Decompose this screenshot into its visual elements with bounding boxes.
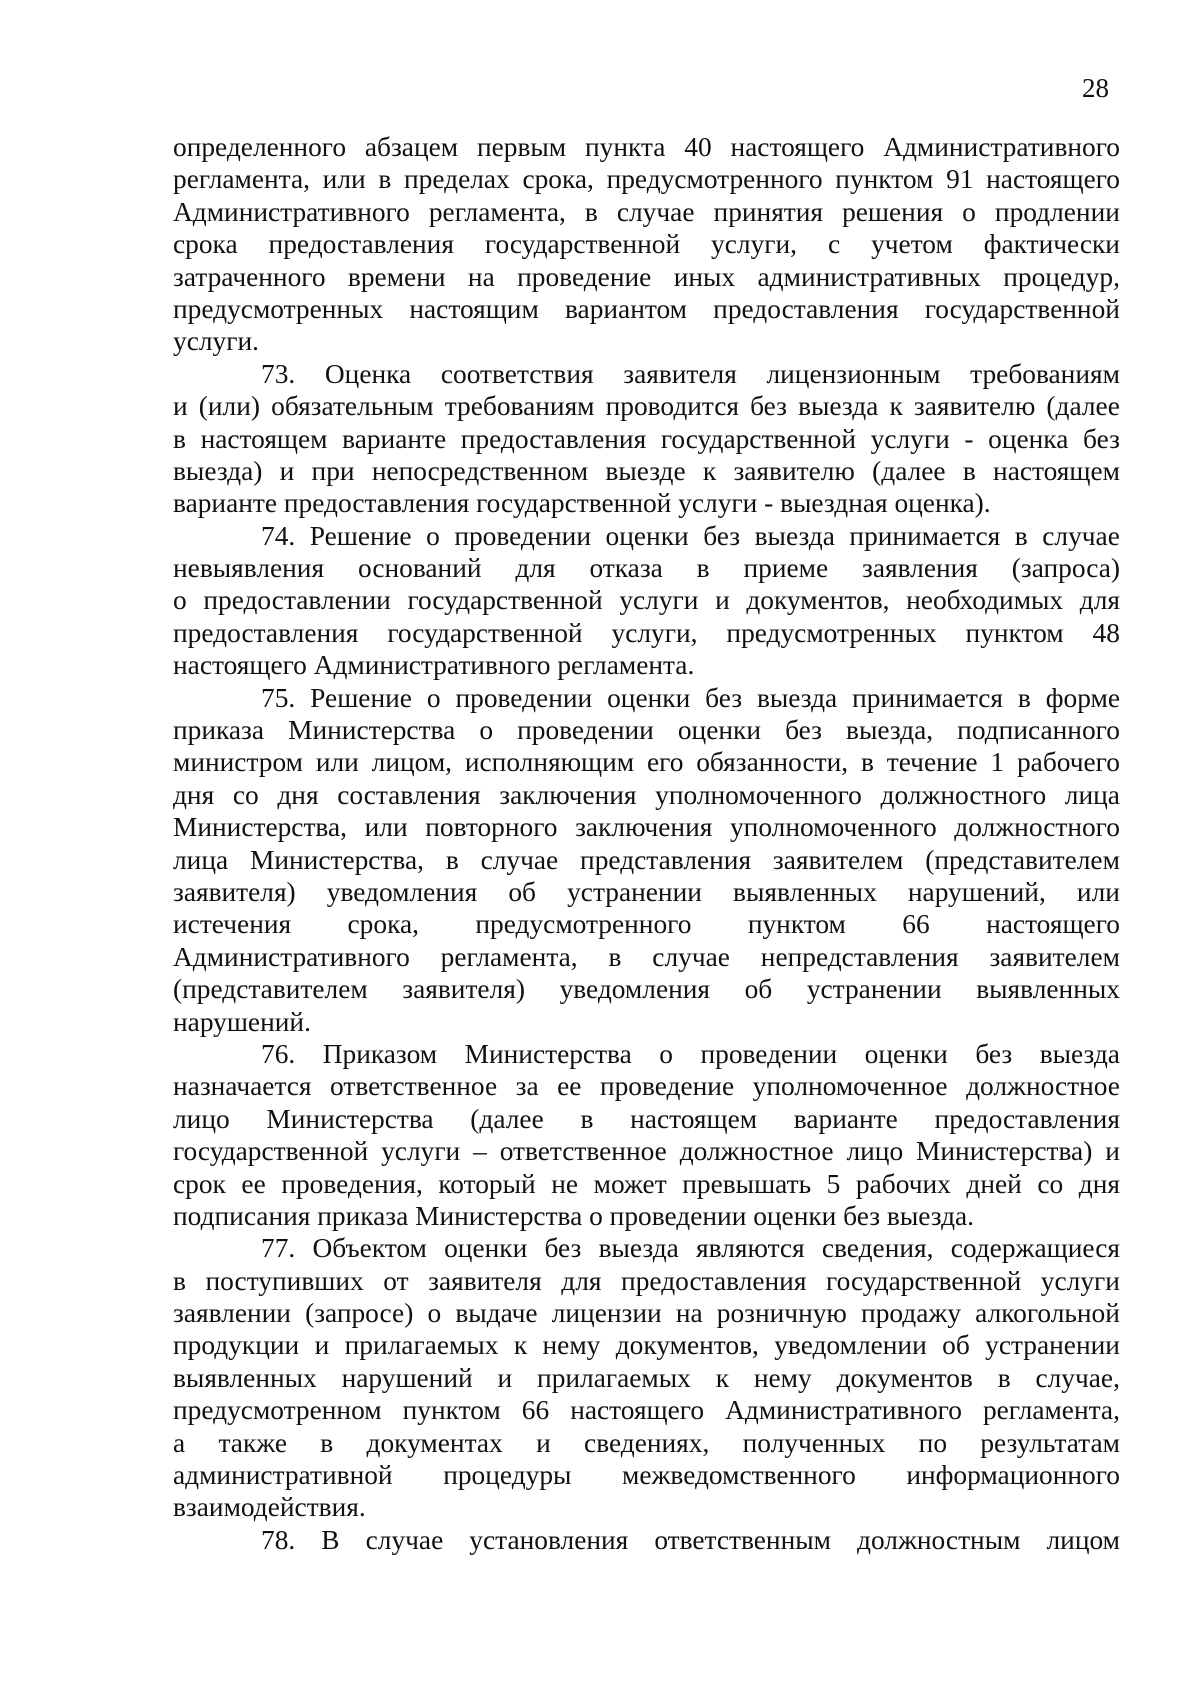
text-line: в настоящем варианте предоставления государственной услуги - оценка без	[173, 423, 1120, 454]
text-line: регламента, или в пределах срока, предусмотренного пунктом 91 настоящего	[173, 164, 1120, 195]
text-line: 76. Приказом Министерства о проведении оценки без выезда	[261, 1038, 1120, 1069]
text-line: предусмотренных настоящим вариантом предоставления государственной	[173, 293, 1120, 324]
text-line: определенного абзацем первым пункта 40 настоящего Административного	[173, 132, 1120, 162]
text-line: варианте предоставления государственной услуги - выездная оценка).	[173, 488, 991, 519]
text-line: истечения срока, предусмотренного пунктом 66 настоящего	[173, 909, 1120, 940]
text-line: 75. Решение о проведении оценки без выезда принимается в форме	[261, 682, 1120, 713]
text-line: о предоставлении государственной услуги и документов, необходимых для	[173, 585, 1120, 616]
text-line: назначается ответственное за ее проведение уполномоченное должностное	[173, 1071, 1120, 1102]
text-line: взаимодействия.	[173, 1492, 366, 1523]
text-line: заявителя) уведомления об устранении выявленных нарушений, или	[173, 876, 1120, 907]
text-line: 74. Решение о проведении оценки без выезда принимается в случае	[261, 520, 1120, 551]
text-line: выезда) и при непосредственном выезде к заявителю (далее в настоящем	[173, 455, 1120, 486]
text-line: продукции и прилагаемых к нему документов, уведомлении об устранении	[173, 1330, 1120, 1361]
text-line: срок ее проведения, который не может превышать 5 рабочих дней со дня	[173, 1168, 1120, 1199]
text-line: Административного регламента, в случае принятия решения о продлении	[173, 196, 1120, 227]
text-line: и (или) обязательным требованиям проводится без выезда к заявителю (далее	[173, 391, 1120, 422]
text-line: предоставления государственной услуги, предусмотренных пунктом 48	[173, 617, 1120, 648]
text-line: лицо Министерства (далее в настоящем варианте предоставления	[173, 1103, 1120, 1134]
text-line: предусмотренном пунктом 66 настоящего Административного регламента,	[173, 1395, 1120, 1426]
text-line: затраченного времени на проведение иных административных процедур,	[173, 261, 1120, 292]
text-line: невыявления оснований для отказа в приеме заявления (запроса)	[173, 553, 1120, 584]
text-line: государственной услуги – ответственное должностное лицо Министерства) и	[173, 1136, 1120, 1167]
text-line: административной процедуры межведомственного информационного	[173, 1460, 1120, 1491]
text-line: 78. В случае установления ответственным должностным лицом	[261, 1524, 1120, 1555]
text-line: лица Министерства, в случае представления заявителем (представителем	[173, 844, 1120, 875]
text-line: дня со дня составления заключения уполномоченного должностного лица	[173, 779, 1120, 810]
text-line: нарушений.	[173, 1006, 311, 1037]
text-line: в поступивших от заявителя для предоставления государственной услуги	[173, 1265, 1120, 1296]
text-line: Административного регламента, в случае непредставления заявителем	[173, 941, 1120, 972]
text-line: подписания приказа Министерства о проведении оценки без выезда.	[173, 1200, 975, 1231]
text-line: срока предоставления государственной услуги, с учетом фактически	[173, 229, 1120, 260]
text-line: настоящего Административного регламента.	[173, 650, 695, 681]
text-line: министром или лицом, исполняющим его обязанности, в течение 1 рабочего	[173, 747, 1120, 778]
text-line: Министерства, или повторного заключения уполномоченного должностного	[173, 812, 1120, 843]
text-line: а также в документах и сведениях, полученных по результатам	[173, 1427, 1120, 1458]
text-line: выявленных нарушений и прилагаемых к нему документов в случае,	[173, 1362, 1120, 1393]
document-body	[173, 131, 1120, 1556]
text-line: приказа Министерства о проведении оценки без выезда, подписанного	[173, 715, 1120, 746]
text-line: заявлении (запросе) о выдаче лицензии на розничную продажу алкогольной	[173, 1298, 1120, 1329]
text-line: услуги.	[173, 326, 259, 357]
text-line: 73. Оценка соответствия заявителя лицензионным требованиям	[261, 358, 1120, 389]
text-line: 77. Объектом оценки без выезда являются сведения, содержащиеся	[261, 1233, 1120, 1264]
page-number: 28	[1082, 73, 1109, 103]
text-line: (представителем заявителя) уведомления об устранении выявленных	[173, 974, 1120, 1005]
